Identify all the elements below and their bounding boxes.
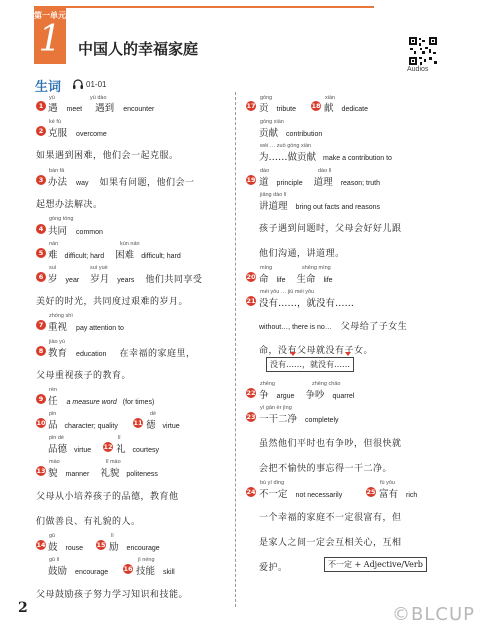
gloss: reason; truth: [340, 180, 381, 187]
gloss: argue: [276, 393, 295, 400]
entry-number: 21: [246, 297, 256, 305]
pinyin: suì yuè: [90, 265, 108, 271]
pinyin: bù yí dìng: [260, 480, 285, 486]
entry-number: 18: [311, 102, 321, 110]
word: 共同: [48, 226, 68, 237]
unit-tab: [34, 6, 66, 64]
list-item: [48, 417, 118, 431]
qr-label: Audios: [407, 66, 429, 73]
list-item: [259, 198, 380, 212]
lesson-title: 中国人的幸福家庭: [78, 40, 199, 58]
gloss: not necessarily: [295, 492, 343, 499]
word: 礼貌: [100, 468, 120, 479]
entry-number: 4: [36, 224, 46, 234]
unit-number: 1: [38, 19, 62, 60]
gloss: life: [276, 277, 286, 284]
example-sentence: 孩子遇到问题时，父母会好好儿跟: [259, 224, 402, 234]
gloss: politeness: [126, 471, 158, 478]
example-sentence: 是家人之间一定会互相关心，互相: [259, 538, 402, 548]
gloss: life: [323, 277, 333, 284]
example-sentence: 如果遇到困难，他们会一起克服。: [36, 151, 179, 161]
example-sentence: 会把不愉快的事忘得一干二净。: [259, 464, 393, 474]
gloss: contribution: [286, 131, 323, 138]
gloss: principle: [276, 180, 303, 187]
entry-number: 5: [36, 248, 46, 258]
list-item: [48, 465, 158, 479]
entry-number: 10: [36, 419, 46, 427]
example-sentence: 们做善良、有礼貌的人。: [36, 517, 141, 527]
pinyin: dào lǐ: [318, 168, 332, 174]
word: 岁月: [90, 274, 110, 285]
word: 礼: [116, 444, 126, 455]
pinyin: zhēng: [260, 381, 275, 387]
list-item: [48, 125, 107, 139]
pinyin: lǐ mào: [106, 459, 121, 465]
gloss: tribute: [276, 106, 297, 113]
pinyin: yì gān èr jìng: [260, 405, 292, 411]
unit-label: 第一单元: [34, 11, 66, 20]
word: 鼓: [48, 542, 58, 553]
pinyin: dào: [260, 168, 270, 174]
word: 任: [48, 396, 58, 407]
pinyin: gòng tóng: [49, 216, 74, 222]
example-sentence: 他们沟通，讲道理。: [259, 249, 345, 259]
word: 道: [259, 177, 269, 188]
example-sentence: 父母从小培养孩子的品德，教育他: [36, 492, 179, 502]
entry-number: 6: [36, 272, 46, 282]
pinyin: gòng: [260, 95, 273, 101]
list-item: [136, 563, 175, 577]
example-sentence: 爱护。: [259, 563, 288, 573]
gloss: encourage: [75, 569, 109, 576]
list-item: [259, 149, 392, 163]
entry-number: 11: [133, 419, 143, 427]
list-item: [48, 345, 195, 359]
gloss: difficult; hard: [64, 253, 105, 260]
pinyin: lì: [111, 533, 114, 539]
list-item: [48, 100, 154, 114]
gloss: encourage: [126, 545, 160, 552]
list-item: [259, 271, 333, 285]
gloss: (for times): [122, 399, 155, 406]
pinyin: zhēng chǎo: [312, 381, 341, 387]
word: 励: [109, 542, 119, 553]
list-item: [259, 295, 354, 309]
list-item: [259, 174, 380, 188]
word: 重视: [48, 322, 68, 333]
gloss: a measure word: [66, 399, 117, 406]
pinyin: gǔ: [49, 533, 56, 539]
list-item: [324, 100, 368, 114]
word: 讲道理: [259, 201, 288, 212]
headphones-icon[interactable]: [72, 78, 84, 90]
list-item: [48, 441, 91, 455]
gloss: way: [76, 180, 89, 187]
list-item: [109, 539, 160, 553]
example-sentence: 父母重视孩子的教育。: [36, 371, 132, 381]
gloss: common: [76, 229, 103, 236]
list-item: [259, 100, 296, 114]
vocab-heading: 生词: [35, 80, 62, 95]
pinyin: gǔ lì: [49, 557, 60, 563]
word: 为……做贡献: [259, 152, 317, 163]
entry-number: 19: [246, 176, 256, 184]
pinyin: mào: [49, 459, 60, 465]
word: 一干二净: [259, 414, 298, 425]
example-sentence: 命，没有父母就没有子女。: [259, 346, 374, 356]
header: [0, 0, 485, 72]
qr-code-icon[interactable]: [408, 36, 438, 66]
word: 品: [48, 420, 58, 431]
gloss: quarrel: [332, 393, 355, 400]
header-rule: [34, 6, 374, 8]
entry-number: 3: [36, 175, 46, 185]
pinyin: nán: [49, 241, 59, 247]
gloss: pay attention to: [76, 325, 124, 332]
entry-number: 8: [36, 346, 46, 356]
gloss: virtue: [74, 447, 92, 454]
list-item: [259, 486, 342, 500]
gloss: rouse: [65, 545, 84, 552]
entry-number: 25: [366, 488, 376, 496]
gloss: year: [65, 277, 80, 284]
word: 生命: [296, 274, 316, 285]
pinyin: zhòng shì: [49, 313, 73, 319]
example-sentence: 在幸福的家庭里，: [119, 349, 196, 359]
gloss: courtesy: [132, 447, 160, 454]
highlight-marker: [345, 352, 351, 356]
gloss: completely: [305, 417, 339, 424]
list-item: [379, 486, 417, 500]
pinyin: méi yǒu … jiù méi yǒu: [260, 289, 315, 295]
list-item: [259, 319, 407, 332]
gloss: difficult; hard: [141, 253, 181, 260]
word: 不一定: [259, 489, 288, 500]
pinyin: bàn fǎ: [49, 168, 65, 174]
example-sentence: 一个幸福的家庭不一定很富有，但: [259, 513, 402, 523]
pinyin: pǐn: [49, 411, 57, 417]
word: 鼓励: [48, 566, 68, 577]
word: 道理: [313, 177, 333, 188]
pinyin: lǐ: [118, 435, 121, 441]
example-sentence: 父母鼓励孩子努力学习知识和技能。: [36, 590, 189, 600]
word: 办法: [48, 177, 68, 188]
word: 贡献: [259, 128, 279, 139]
word: 貌: [48, 468, 58, 479]
list-item: [48, 563, 108, 577]
gloss: character; quality: [64, 423, 118, 430]
word: 没有……，就没有……: [259, 298, 355, 309]
pinyin: kè fú: [49, 119, 61, 125]
word: 克服: [48, 128, 68, 139]
entry-number: 15: [96, 541, 106, 549]
audio-track[interactable]: 01-01: [86, 80, 107, 89]
word: 困难: [115, 250, 135, 261]
entry-number: 14: [36, 541, 46, 549]
pinyin: dé: [150, 411, 157, 417]
grammar-box: 没有……，就没有……: [266, 357, 354, 372]
entry-number: 20: [246, 273, 256, 281]
word: 争: [259, 390, 269, 401]
pinyin: pǐn dé: [49, 435, 64, 441]
example-sentence: 虽然他们平时也有争吵，但很快就: [259, 439, 402, 449]
grammar-box: 不一定 + Adjective/Verb: [324, 557, 427, 572]
entry-number: 22: [246, 389, 256, 397]
entry-number: 12: [103, 443, 113, 451]
word: 献: [324, 103, 334, 114]
highlight-marker: [290, 352, 296, 356]
pinyin: jiǎng dào lǐ: [260, 192, 287, 198]
entry-number: 9: [36, 394, 46, 404]
pinyin: shēng mìng: [302, 265, 331, 271]
list-item: [259, 387, 354, 401]
entry-number: 13: [36, 467, 46, 475]
pinyin: xiàn: [325, 95, 336, 101]
word: 教育: [48, 348, 68, 359]
word: 难: [48, 250, 58, 261]
gloss: virtue: [162, 423, 180, 430]
list-item: [48, 271, 202, 285]
pinyin: kùn nán: [120, 241, 140, 247]
example-sentence: 美好的时光，共同度过艰难的岁月。: [36, 297, 189, 307]
list-item: [48, 393, 154, 407]
list-item: [146, 417, 180, 431]
gloss: bring out facts and reasons: [295, 204, 380, 211]
entry-number: 23: [246, 413, 256, 421]
entry-number: 2: [36, 126, 46, 136]
gloss: make a contribution to: [323, 155, 392, 162]
word: 贡: [259, 103, 269, 114]
entry-number: 17: [246, 102, 256, 110]
list-item: [48, 223, 103, 237]
gloss: skill: [163, 569, 175, 576]
list-item: [259, 125, 322, 139]
list-item: [48, 174, 195, 188]
example-sentence: 起想办法解决。: [36, 200, 103, 210]
pinyin: wèi … zuò gòng xiàn: [260, 143, 312, 149]
pinyin: jiào yù: [49, 339, 65, 345]
entry-number: 24: [246, 488, 256, 496]
pinyin: suì: [49, 265, 57, 271]
entry-number: 16: [123, 565, 133, 573]
page-number: 2: [18, 600, 28, 616]
gloss: overcome: [76, 131, 107, 138]
example-sentence: 父母给了子女生: [340, 322, 408, 332]
gloss: rich: [406, 492, 418, 499]
gloss: manner: [65, 471, 90, 478]
pinyin: fù yǒu: [380, 480, 395, 486]
watermark: ©BLCUP: [392, 604, 475, 625]
gloss: meet: [66, 106, 83, 113]
pinyin: jì néng: [138, 557, 155, 563]
list-item: [48, 319, 124, 333]
pinyin: mìng: [260, 265, 273, 271]
example-sentence: 他们共同享受: [145, 275, 203, 285]
list-item: [48, 539, 83, 553]
word: 德: [146, 420, 156, 431]
gloss: dedicate: [341, 106, 369, 113]
word: 技能: [136, 566, 156, 577]
pinyin: gòng xiàn: [260, 119, 284, 125]
list-item: [259, 411, 339, 425]
entry-number: 7: [36, 320, 46, 330]
word: 争吵: [305, 390, 325, 401]
column-divider: [235, 92, 236, 607]
word: 品德: [48, 444, 68, 455]
list-item: [116, 441, 159, 455]
gloss: without…, there is no…: [259, 324, 332, 331]
gloss: encounter: [123, 106, 155, 113]
gloss: years: [117, 277, 135, 284]
word: 岁: [48, 274, 58, 285]
pinyin: yù dào: [90, 95, 107, 101]
word: 命: [259, 274, 269, 285]
word: 富有: [379, 489, 399, 500]
entry-number: 1: [36, 101, 46, 111]
word: 遇到: [95, 103, 115, 114]
list-item: [48, 247, 181, 261]
pinyin: rèn: [49, 387, 57, 393]
example-sentence: 如果有问题，他们会一: [99, 178, 195, 188]
gloss: education: [76, 351, 107, 358]
pinyin: yù: [49, 95, 55, 101]
word: 遇: [48, 103, 58, 114]
